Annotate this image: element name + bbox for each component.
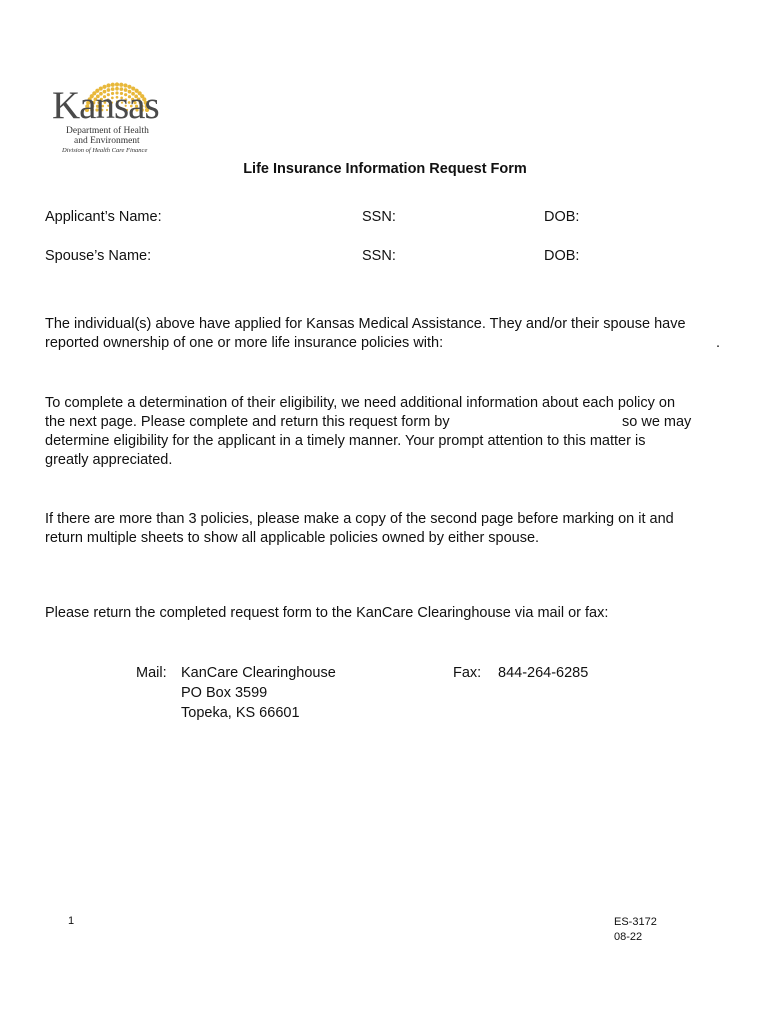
paragraph-line: The individual(s) above have applied for Kansas Medical Assistance. They and/or their spouse have <box>45 316 686 332</box>
form-code-block <box>614 915 657 945</box>
kansas-kdhe-logo <box>50 72 165 154</box>
paragraph-text: the next page. Please complete and return this request form by <box>45 414 450 430</box>
paragraph-return-instructions <box>45 604 735 623</box>
page-number: 1 <box>68 915 75 927</box>
logo-wordmark: Kansas <box>52 84 159 127</box>
applicant-ssn-label: SSN: <box>362 209 396 225</box>
logo-dept-line2: and Environment <box>74 136 140 146</box>
paragraph-line: determine eligibility for the applicant in a timely manner. Your prompt attention to this matter is <box>45 433 646 449</box>
form-code: ES-3172 <box>614 916 657 928</box>
spouse-ssn-label: SSN: <box>362 248 396 264</box>
logo-dept-line1: Department of Health <box>66 126 149 136</box>
mail-address-line1: KanCare Clearinghouse <box>181 665 336 681</box>
fax-label: Fax: <box>453 665 482 681</box>
applicant-dob-label: DOB: <box>544 209 580 225</box>
form-revision-date: 08-22 <box>614 931 643 943</box>
paragraph-line: return multiple sheets to show all applicable policies owned by either spouse. <box>45 530 540 546</box>
paragraph-text: reported ownership of one or more life insurance policies with: <box>45 335 444 351</box>
paragraph-line: greatly appreciated. <box>45 452 173 468</box>
paragraph-policy-ownership <box>45 315 735 353</box>
paragraph-multiple-policies <box>45 510 735 548</box>
paragraph-line: Please return the completed request form to the KanCare Clearinghouse via mail or fax: <box>45 605 609 621</box>
paragraph-line: If there are more than 3 policies, please make a copy of the second page before marking on it and <box>45 511 674 527</box>
paragraph-text: so we may <box>622 414 692 430</box>
mail-address-line2: PO Box 3599 <box>181 685 268 701</box>
mail-label: Mail: <box>136 665 167 681</box>
paragraph-line: To complete a determination of their eligibility, we need additional information about each policy on <box>45 395 676 411</box>
applicant-name-label: Applicant’s Name: <box>45 209 162 225</box>
mail-address-line3: Topeka, KS 66601 <box>181 705 300 721</box>
form-title: Life Insurance Information Request Form <box>243 161 527 177</box>
insurer-blank-end: . <box>716 335 721 351</box>
logo-division: Division of Health Care Finance <box>62 147 148 154</box>
paragraph-line <box>45 334 735 353</box>
spouse-dob-label: DOB: <box>544 248 580 264</box>
paragraph-eligibility <box>45 394 735 470</box>
spouse-name-label: Spouse’s Name: <box>45 248 152 264</box>
paragraph-line <box>45 413 735 432</box>
fax-number: 844-264-6285 <box>498 665 589 681</box>
